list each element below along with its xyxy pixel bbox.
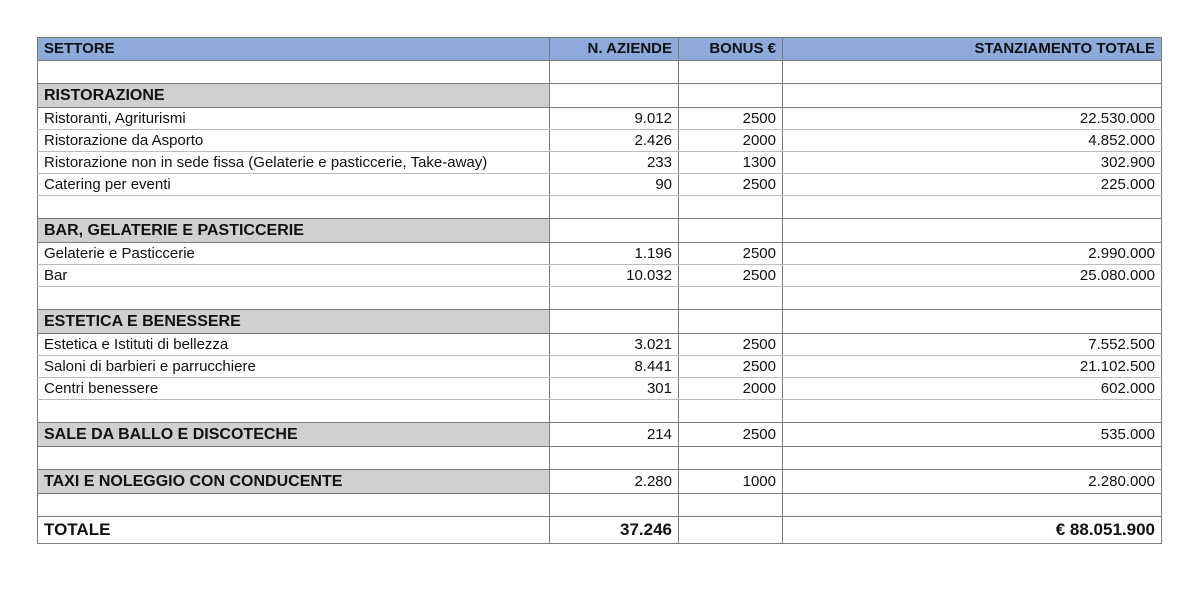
row-totale: 21.102.500 xyxy=(783,356,1162,378)
row-bonus: 1300 xyxy=(679,152,783,174)
section-aziende: 2.280 xyxy=(550,470,679,494)
row-aziende: 1.196 xyxy=(550,243,679,265)
row-bonus: 2500 xyxy=(679,334,783,356)
row-totale: 4.852.000 xyxy=(783,130,1162,152)
row-totale: 302.900 xyxy=(783,152,1162,174)
section-aziende: 214 xyxy=(550,423,679,447)
row-name: Saloni di barbieri e parrucchiere xyxy=(38,356,550,378)
row-name: Catering per eventi xyxy=(38,174,550,196)
section-totale: 2.280.000 xyxy=(783,470,1162,494)
row-aziende: 10.032 xyxy=(550,265,679,287)
row-bonus: 2500 xyxy=(679,265,783,287)
row-bonus: 2000 xyxy=(679,378,783,400)
header-settore: SETTORE xyxy=(38,38,550,61)
section-row xyxy=(38,423,1162,447)
section-row xyxy=(38,310,1162,334)
row-totale: 22.530.000 xyxy=(783,108,1162,130)
section-row xyxy=(38,84,1162,108)
total-label: TOTALE xyxy=(38,517,550,544)
row-aziende: 2.426 xyxy=(550,130,679,152)
table-row xyxy=(38,356,1162,378)
table-row xyxy=(38,108,1162,130)
section-title: SALE DA BALLO E DISCOTECHE xyxy=(38,423,550,447)
table-row xyxy=(38,174,1162,196)
row-name: Centri benessere xyxy=(38,378,550,400)
section-row xyxy=(38,219,1162,243)
total-stanziamento: € 88.051.900 xyxy=(783,517,1162,544)
header-row xyxy=(38,38,1162,61)
table-row xyxy=(38,152,1162,174)
header-aziende: N. AZIENDE xyxy=(550,38,679,61)
row-name: Bar xyxy=(38,265,550,287)
row-totale: 2.990.000 xyxy=(783,243,1162,265)
row-name: Ristorazione da Asporto xyxy=(38,130,550,152)
row-aziende: 301 xyxy=(550,378,679,400)
row-name: Gelaterie e Pasticcerie xyxy=(38,243,550,265)
section-title: RISTORAZIONE xyxy=(38,84,550,108)
row-aziende: 9.012 xyxy=(550,108,679,130)
row-aziende: 233 xyxy=(550,152,679,174)
row-totale: 25.080.000 xyxy=(783,265,1162,287)
row-bonus: 2000 xyxy=(679,130,783,152)
row-aziende: 8.441 xyxy=(550,356,679,378)
total-row xyxy=(38,517,1162,544)
section-totale: 535.000 xyxy=(783,423,1162,447)
section-title: ESTETICA E BENESSERE xyxy=(38,310,550,334)
row-totale: 7.552.500 xyxy=(783,334,1162,356)
total-aziende: 37.246 xyxy=(550,517,679,544)
row-name: Estetica e Istituti di bellezza xyxy=(38,334,550,356)
table-row xyxy=(38,265,1162,287)
table-row xyxy=(38,334,1162,356)
row-aziende: 3.021 xyxy=(550,334,679,356)
table-row xyxy=(38,243,1162,265)
header-bonus: BONUS € xyxy=(679,38,783,61)
row-totale: 225.000 xyxy=(783,174,1162,196)
section-title: BAR, GELATERIE E PASTICCERIE xyxy=(38,219,550,243)
row-bonus: 2500 xyxy=(679,108,783,130)
header-stanziamento: STANZIAMENTO TOTALE xyxy=(783,38,1162,61)
row-bonus: 2500 xyxy=(679,174,783,196)
section-row xyxy=(38,470,1162,494)
row-bonus: 2500 xyxy=(679,356,783,378)
bonus-table xyxy=(37,37,1162,544)
table-row xyxy=(38,378,1162,400)
row-name: Ristorazione non in sede fissa (Gelaterie e pasticcerie, Take-away) xyxy=(38,152,550,174)
row-totale: 602.000 xyxy=(783,378,1162,400)
section-bonus: 1000 xyxy=(679,470,783,494)
row-bonus: 2500 xyxy=(679,243,783,265)
row-name: Ristoranti, Agriturismi xyxy=(38,108,550,130)
section-bonus: 2500 xyxy=(679,423,783,447)
section-title: TAXI E NOLEGGIO CON CONDUCENTE xyxy=(38,470,550,494)
table-row xyxy=(38,130,1162,152)
row-aziende: 90 xyxy=(550,174,679,196)
